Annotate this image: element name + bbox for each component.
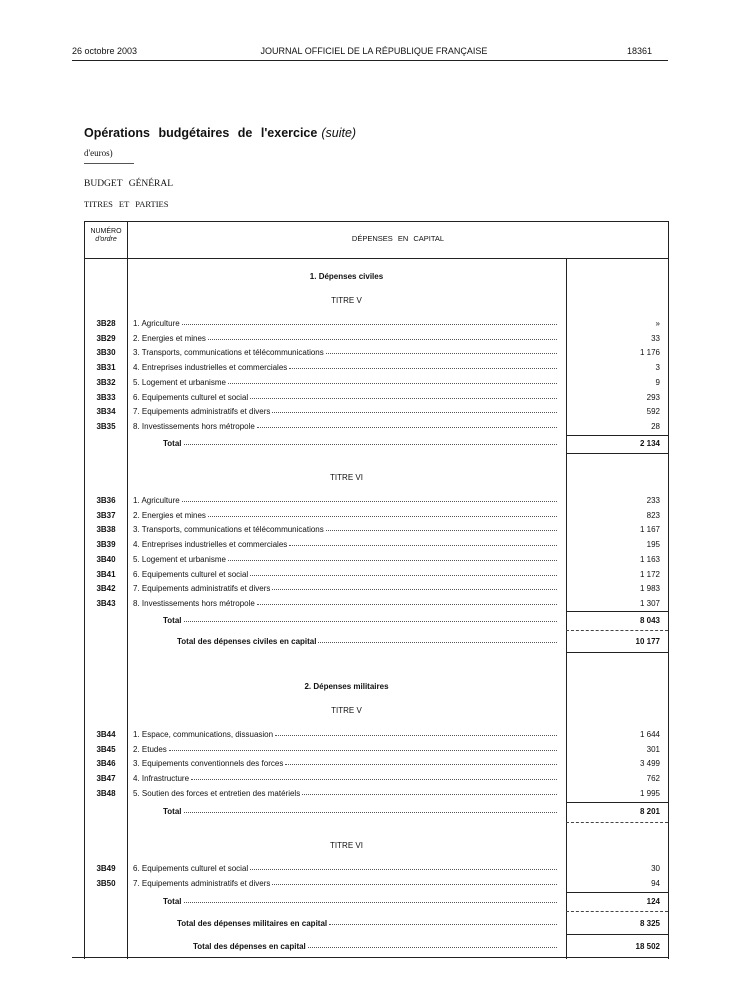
overall-total-label: [193, 942, 559, 951]
row-value: 1 307: [639, 598, 660, 608]
column-header-depenses: DÉPENSES EN CAPITAL: [351, 234, 445, 243]
row-label-text: 7. Equipements administratifs et divers: [133, 584, 271, 594]
row-label-text: 4. Infrastructure: [133, 774, 190, 784]
leader-dots: [184, 439, 557, 445]
row-value: 1 167: [639, 525, 660, 535]
row-value: 293: [646, 392, 660, 402]
table-row: [85, 745, 668, 757]
row-label-text: 1. Agriculture: [133, 496, 180, 505]
row-label-text: 6. Equipements culturel et social: [133, 392, 249, 402]
overall-total-label-text: Total des dépenses en capital: [193, 942, 306, 951]
row-value: 1 983: [639, 584, 660, 594]
total-row-civil-vi: [85, 616, 668, 628]
budget-heading: BUDGET GÉNÉRAL: [84, 179, 174, 189]
row-label: [133, 363, 559, 372]
row-label-text: 3. Equipements conventionnels des forces: [133, 759, 284, 769]
row-value: 1 163: [639, 554, 660, 564]
table-row: [85, 774, 668, 786]
row-label: [133, 540, 559, 549]
leader-dots: [184, 616, 557, 622]
row-value: 3 499: [639, 759, 660, 769]
row-label: [133, 334, 559, 343]
row-label: [133, 774, 559, 783]
row-label: [133, 864, 559, 873]
table-row: [85, 730, 668, 742]
leader-dots: [285, 759, 557, 765]
total-value: 8 043: [639, 616, 660, 625]
bottom-rule: [72, 957, 668, 958]
row-label: [133, 422, 559, 431]
leader-dots: [329, 919, 557, 925]
row-value: 762: [646, 774, 660, 784]
table-row: [85, 393, 668, 405]
row-label: [133, 730, 559, 739]
titre-heading-civil-v: TITRE V: [331, 296, 362, 305]
total-label: [163, 807, 559, 816]
total-rule: [566, 892, 668, 893]
column-header-numero: [85, 228, 127, 244]
row-label: [133, 378, 559, 387]
table-row: [85, 525, 668, 537]
total-row-civil-v: [85, 439, 668, 451]
row-label: [133, 759, 559, 768]
table-row: [85, 348, 668, 360]
overall-total-row: [85, 942, 668, 954]
leader-dots: [228, 555, 557, 561]
leader-dots: [289, 363, 557, 369]
row-value: »: [655, 319, 660, 328]
leader-dots: [257, 599, 557, 605]
titres-heading: TITRES ET PARTIES: [84, 199, 169, 209]
leader-dots: [184, 807, 557, 813]
row-code: 3B28: [96, 319, 116, 328]
page-title-text: Opérations budgétaires de l'exercice: [84, 126, 318, 140]
column-header-numero-line2: d'ordre: [95, 236, 117, 243]
section-heading-civil: 1. Dépenses civiles: [309, 272, 384, 281]
row-code: 3B44: [96, 730, 116, 739]
leader-dots: [308, 942, 557, 948]
leader-dots: [289, 540, 557, 546]
row-label-text: 6. Equipements culturel et social: [133, 864, 249, 873]
row-value: 94: [651, 878, 660, 888]
leader-dots: [182, 496, 557, 502]
leader-dots: [326, 348, 557, 354]
total-rule: [566, 630, 668, 631]
row-label: [133, 348, 559, 357]
row-code: 3B49: [96, 864, 116, 873]
header-rule: [72, 60, 668, 61]
total-rule: [566, 453, 668, 454]
row-value: 823: [646, 510, 660, 520]
table-row: [85, 599, 668, 611]
leader-dots: [184, 897, 557, 903]
row-label-text: 6. Equipements culturel et social: [133, 569, 249, 579]
table-row: [85, 422, 668, 434]
row-label-text: 2. Etudes: [133, 744, 167, 754]
table-row: [85, 378, 668, 390]
row-code: 3B36: [96, 496, 116, 505]
total-value: 8 201: [639, 807, 660, 816]
units-note: d'euros): [84, 148, 113, 158]
grand-total-value: 8 325: [639, 919, 660, 928]
row-label-text: 2. Energies et mines: [133, 333, 206, 343]
table-row: [85, 584, 668, 596]
row-label: [133, 879, 559, 888]
row-label: [133, 570, 559, 579]
leader-dots: [326, 525, 557, 531]
table-row: [85, 363, 668, 375]
row-label: [133, 496, 559, 505]
table-row: [85, 540, 668, 552]
table-row: [85, 789, 668, 801]
table-row: [85, 334, 668, 346]
row-label: [133, 555, 559, 564]
row-label-text: 8. Investissements hors métropole: [133, 598, 255, 608]
row-label-text: 2. Energies et mines: [133, 510, 206, 520]
total-label-text: Total: [163, 616, 182, 625]
row-value: 1 176: [639, 348, 660, 358]
row-label-text: 3. Transports, communications et télécommunications: [133, 348, 324, 358]
page-title-suffix: (suite): [321, 126, 357, 140]
table-row: [85, 319, 668, 331]
row-value: 195: [646, 540, 660, 550]
row-code: 3B31: [96, 363, 116, 373]
row-label: [133, 584, 559, 593]
titre-heading-civil-vi: TITRE VI: [330, 473, 363, 482]
table-row: [85, 864, 668, 876]
titre-heading-military-vi: TITRE VI: [330, 841, 363, 850]
total-rule: [566, 911, 668, 912]
row-value: 9: [655, 377, 660, 387]
row-value: 592: [646, 407, 660, 417]
row-code: 3B30: [96, 348, 116, 358]
total-label-text: Total: [163, 439, 182, 448]
row-code: 3B34: [96, 407, 116, 417]
overall-total-value: 18 502: [635, 942, 660, 951]
leader-dots: [272, 407, 557, 413]
grand-total-label: [177, 637, 559, 646]
row-label: [133, 599, 559, 608]
total-label: [163, 616, 559, 625]
row-code: 3B29: [96, 333, 116, 343]
total-rule: [566, 802, 668, 803]
grand-total-label-text: Total des dépenses civiles en capital: [177, 637, 317, 646]
total-label-text: Total: [163, 807, 182, 816]
leader-dots: [318, 637, 557, 643]
row-code: 3B43: [96, 598, 116, 608]
header-page-number: 18361: [626, 46, 652, 56]
total-value: 2 134: [639, 439, 660, 448]
leader-dots: [208, 334, 557, 340]
table-row: [85, 759, 668, 771]
titre-heading-military-v: TITRE V: [331, 706, 362, 715]
row-label: [133, 745, 559, 754]
leader-dots: [250, 393, 557, 399]
total-label: [163, 897, 559, 906]
leader-dots: [169, 745, 557, 751]
section-heading-military: 2. Dépenses militaires: [304, 682, 389, 691]
grand-total-row-civil: [85, 637, 668, 649]
row-label-text: 7. Equipements administratifs et divers: [133, 407, 271, 417]
leader-dots: [302, 789, 557, 795]
grand-total-label: [177, 919, 559, 928]
leader-dots: [250, 864, 557, 870]
table-row: [85, 555, 668, 567]
row-code: 3B47: [96, 774, 116, 784]
row-label-text: 4. Entreprises industrielles et commerciales: [133, 540, 288, 550]
total-row-military-vi: [85, 897, 668, 909]
header-date: 26 octobre 2003: [72, 46, 138, 56]
row-label-text: 3. Transports, communications et télécommunications: [133, 525, 324, 535]
leader-dots: [191, 774, 557, 780]
leader-dots: [228, 378, 557, 384]
total-label: [163, 439, 559, 448]
row-code: 3B46: [96, 759, 116, 769]
total-value: 124: [646, 897, 660, 906]
leader-dots: [272, 584, 557, 590]
row-code: 3B35: [96, 421, 116, 431]
row-label-text: 4. Entreprises industrielles et commerciales: [133, 363, 288, 373]
row-value: 233: [646, 496, 660, 505]
row-code: 3B40: [96, 554, 116, 564]
total-rule: [566, 822, 668, 823]
row-label-text: 1. Agriculture: [133, 319, 180, 328]
row-code: 3B37: [96, 510, 116, 520]
row-value: 3: [655, 363, 660, 373]
row-code: 3B42: [96, 584, 116, 594]
row-label-text: 5. Logement et urbanisme: [133, 377, 226, 387]
row-label-text: 1. Espace, communications, dissuasion: [133, 730, 274, 739]
budget-table: [84, 221, 669, 959]
table-row: [85, 570, 668, 582]
units-rule: [84, 163, 134, 164]
row-label-text: 8. Investissements hors métropole: [133, 421, 255, 431]
header-row-rule: [85, 258, 668, 259]
table-row: [85, 879, 668, 891]
row-label-text: 7. Equipements administratifs et divers: [133, 878, 271, 888]
total-label-text: Total: [163, 897, 182, 906]
row-code: 3B39: [96, 540, 116, 550]
row-label-text: 5. Logement et urbanisme: [133, 554, 226, 564]
leader-dots: [208, 511, 557, 517]
header-journal-title: JOURNAL OFFICIEL DE LA RÉPUBLIQUE FRANÇAISE: [260, 46, 488, 56]
grand-total-label-text: Total des dépenses militaires en capital: [177, 919, 328, 928]
row-label: [133, 407, 559, 416]
row-value: 1 172: [639, 569, 660, 579]
row-value: 30: [651, 864, 660, 873]
page-title: [84, 126, 356, 140]
row-code: 3B32: [96, 377, 116, 387]
row-label: [133, 319, 559, 328]
row-code: 3B33: [96, 392, 116, 402]
leader-dots: [275, 730, 557, 736]
row-label: [133, 511, 559, 520]
grand-total-row-military: [85, 919, 668, 931]
row-value: 1 644: [639, 730, 660, 739]
total-rule: [566, 611, 668, 612]
row-value: 28: [651, 421, 660, 431]
row-value: 301: [646, 744, 660, 754]
table-row: [85, 407, 668, 419]
row-code: 3B45: [96, 744, 116, 754]
row-code: 3B41: [96, 569, 116, 579]
row-code: 3B38: [96, 525, 116, 535]
leader-dots: [257, 422, 557, 428]
row-code: 3B50: [96, 878, 116, 888]
row-label: [133, 789, 559, 798]
total-row-military-v: [85, 807, 668, 819]
total-rule: [566, 435, 668, 436]
total-rule: [566, 652, 668, 653]
table-row: [85, 496, 668, 508]
leader-dots: [250, 570, 557, 576]
row-value: 33: [651, 333, 660, 343]
row-code: 3B48: [96, 788, 116, 798]
column-header-numero-line1: NUMÉRO: [90, 228, 122, 235]
row-label: [133, 525, 559, 534]
row-label-text: 5. Soutien des forces et entretien des matériels: [133, 788, 301, 798]
grand-total-value: 10 177: [635, 637, 660, 646]
leader-dots: [272, 879, 557, 885]
leader-dots: [182, 319, 557, 325]
total-rule: [566, 934, 668, 935]
row-value: 1 995: [639, 788, 660, 798]
table-row: [85, 511, 668, 523]
row-label: [133, 393, 559, 402]
